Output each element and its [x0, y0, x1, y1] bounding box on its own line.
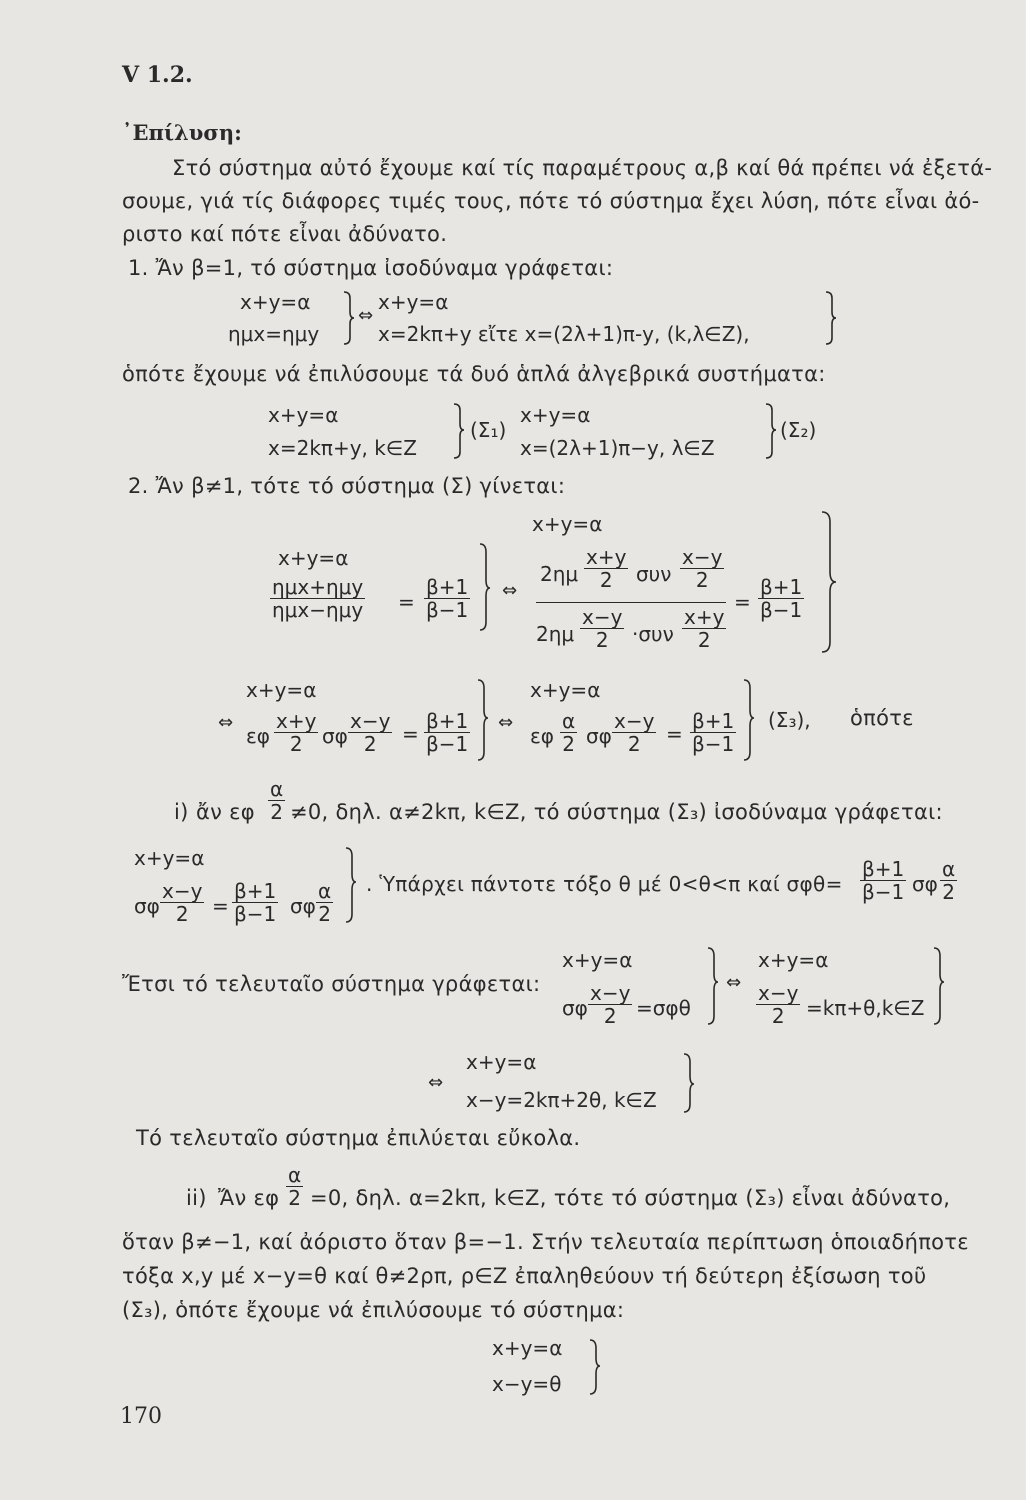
case-ii-text-post: =0, δηλ. α=2kπ, k∈Z, τότε τό σύστημα (Σ₃) εἶναι ἀδύνατο, [310, 1186, 951, 1210]
right-brace [480, 544, 490, 630]
equals-sign: = [402, 722, 419, 746]
right-brace [478, 680, 488, 760]
right-brace [454, 404, 464, 458]
numerator: α [318, 879, 332, 903]
case2-intro: 2. Ἄν β≠1, τότε τό σύστημα (Σ) γίνεται: [128, 474, 566, 498]
half-diff [160, 880, 204, 925]
numerator: α [942, 857, 956, 881]
beta-fraction [232, 880, 278, 925]
case-i-label: i) [174, 800, 189, 824]
denominator: 2 [318, 902, 331, 926]
half-diff [680, 546, 724, 591]
right-brace [344, 292, 354, 344]
right-brace [590, 1340, 600, 1394]
half-sum [584, 546, 628, 591]
case-ii-text-pre: Ἄν εφ [218, 1186, 280, 1210]
denominator: 2 [270, 800, 283, 824]
numerator: x−y [582, 605, 623, 629]
right-brace [708, 948, 718, 1024]
denominator: β−1 [862, 880, 905, 904]
case-ii-sys-eq2: x−y=θ [492, 1372, 562, 1396]
half-diff [756, 982, 800, 1027]
half-alpha [940, 858, 957, 903]
denominator: 2 [175, 902, 189, 926]
numerator: x+y [684, 605, 725, 629]
opote-word: ὁπότε [850, 706, 914, 730]
sys2-label: (Σ₂) [780, 418, 817, 442]
denominator: 2 [562, 732, 575, 756]
final-eq1: x+y=α [466, 1050, 537, 1074]
beta-fraction [424, 710, 470, 755]
row2-arrow: ⇔ [218, 712, 234, 733]
case2-left-fraction [270, 576, 365, 621]
big-fraction-numerator [540, 546, 740, 596]
equals-sign: = [212, 894, 229, 918]
half-alpha [316, 880, 333, 925]
numerator: x−y [614, 709, 655, 733]
beta-fraction [758, 576, 804, 621]
denominator: 2 [289, 732, 303, 756]
beta-fraction [860, 858, 906, 903]
sf-label: σφ [134, 894, 160, 918]
numerator: x−y [758, 981, 799, 1005]
page-number: 170 [120, 1404, 162, 1429]
numerator: β+1 [862, 857, 905, 881]
case-i-text-post: ≠0, δηλ. α≠2kπ, k∈Z, τό σύστημα (Σ₃) ἰσοδύναμα γράφεται: [290, 800, 943, 824]
term: συν [636, 562, 672, 586]
numerator: x−y [162, 879, 203, 903]
numerator: α [288, 1163, 302, 1187]
etsi-arrow: ⇔ [726, 972, 742, 993]
denominator: 2 [627, 732, 641, 756]
intro-line-3: ριστο καί πότε εἶναι ἀδύνατο. [122, 222, 448, 246]
denominator: 2 [942, 880, 955, 904]
case1-right-eq1: x+y=α [378, 290, 449, 314]
ef-label: εφ [246, 724, 271, 748]
final-arrow: ⇔ [428, 1072, 444, 1093]
term: ·συν [632, 622, 674, 646]
denominator: 2 [595, 628, 609, 652]
case-ii-sys-eq1: x+y=α [492, 1336, 563, 1360]
denominator: 2 [288, 1186, 301, 1210]
case2-left-eq1: x+y=α [278, 546, 349, 570]
denominator: 2 [603, 1004, 617, 1028]
denominator: 2 [771, 1004, 785, 1028]
closing-text: Τό τελευταῖο σύστημα ἐπιλύεται εὔκολα. [136, 1126, 581, 1150]
row2-arrow-2: ⇔ [498, 712, 514, 733]
sf-label: σφ [912, 872, 938, 896]
denominator: 2 [697, 628, 711, 652]
numerator: x+y [276, 709, 317, 733]
denominator: 2 [695, 568, 709, 592]
case-i-exists: . Ὑπάρχει πάντοτε τόξο θ μέ 0<θ<π καί σφθ= [366, 872, 843, 896]
case1-left-eq1: x+y=α [240, 290, 311, 314]
intro-line-2: σουμε, γιά τίς διάφορες τιμές τους, πότε τό σύστημα ἔχει λύση, πότε εἶναι ἀό- [122, 189, 980, 213]
numerator: β+1 [234, 879, 277, 903]
equals-sign: = [398, 590, 415, 614]
sys1-eq2: x=2kπ+y, k∈Z [268, 436, 417, 460]
case2-right-eq1: x+y=α [532, 512, 603, 536]
ef-label: εφ [530, 724, 555, 748]
denominator: β−1 [760, 598, 803, 622]
term: 2ημ [536, 622, 575, 646]
kp-theta: =kπ+θ,k∈Z [806, 996, 925, 1020]
intro-line-1: Στό σύστημα αὐτό ἔχουμε καί τίς παραμέτρους α,β καί θά πρέπει νά ἐξετά- [172, 156, 993, 180]
sf-label: σφ [562, 996, 588, 1020]
numerator: α [562, 709, 576, 733]
numerator: α [270, 777, 284, 801]
case-ii-label: ii) [186, 1186, 207, 1210]
right-brace [684, 1054, 694, 1112]
right-brace [744, 680, 754, 760]
half-diff [588, 982, 632, 1027]
half-diff [612, 710, 656, 755]
row2-right-eq1: x+y=α [530, 678, 601, 702]
half-alpha [560, 710, 577, 755]
sys2-eq1: x+y=α [520, 403, 591, 427]
numerator: β+1 [426, 709, 469, 733]
etsi-eq1: x+y=α [562, 948, 633, 972]
sys1-label: (Σ₁) [470, 418, 507, 442]
equals-sign: = [734, 590, 751, 614]
big-fraction-bar [536, 602, 726, 603]
numerator: x−y [590, 981, 631, 1005]
term: 2ημ [540, 562, 579, 586]
case2-equiv-arrow: ⇔ [502, 580, 518, 601]
numerator: x+y [586, 545, 627, 569]
case1-left-eq2: ημx=ημy [228, 322, 320, 346]
sigma3-label: (Σ₃), [768, 708, 811, 732]
right-brace [934, 948, 944, 1024]
case1-after: ὁπότε ἔχουμε νά ἐπιλύσουμε τά δυό ἁπλά ἀλγεβρικά συστήματα: [122, 362, 826, 386]
sf-label: σφ [586, 724, 612, 748]
right-brace [826, 292, 836, 344]
sys1-eq1: x+y=α [268, 403, 339, 427]
sf-label: σφ [322, 724, 348, 748]
equals-sign: = [666, 722, 683, 746]
case-i-sys-eq1: x+y=α [134, 846, 205, 870]
case-ii-line-2: τόξα x,y μέ x−y=θ καί θ≠2ρπ, ρ∈Z ἐπαληθεύουν τή δεύτερη ἐξίσωση τοῦ [122, 1264, 927, 1288]
row2-left-eq1: x+y=α [246, 678, 317, 702]
half-sum [682, 606, 726, 651]
case-ii-line-1: ὅταν β≠−1, καί ἀόριστο ὅταν β=−1. Στήν τελευταία περίπτωση ὁποιαδήποτε [122, 1230, 969, 1254]
case-i-text-pre: ἄν εφ [196, 800, 255, 824]
section-number: V 1.2. [122, 62, 193, 88]
solution-heading: ᾿Επίλυση: [122, 120, 242, 145]
denominator: β−1 [234, 902, 277, 926]
sys2-eq2: x=(2λ+1)π−y, λ∈Z [520, 436, 715, 460]
case-ii-line-3: (Σ₃), ὁπότε ἔχουμε νά ἐπιλύσουμε τό σύστημα: [122, 1298, 625, 1322]
sf-theta: =σφθ [636, 996, 691, 1020]
half-alpha [286, 1164, 303, 1209]
half-diff [580, 606, 624, 651]
numerator: x−y [682, 545, 723, 569]
right-brace [822, 512, 836, 652]
denominator: β−1 [426, 598, 469, 622]
denominator: 2 [599, 568, 613, 592]
final-eq2: x−y=2kπ+2θ, k∈Z [466, 1088, 657, 1112]
numerator: β+1 [760, 575, 803, 599]
numerator: ημx+ημy [272, 575, 364, 599]
big-fraction-denominator [536, 606, 736, 656]
numerator: β+1 [692, 709, 735, 733]
etsi-text: Ἔτσι τό τελευταῖο σύστημα γράφεται: [122, 972, 541, 996]
denominator: 2 [363, 732, 377, 756]
half-sum [274, 710, 318, 755]
case1-intro: 1. Ἄν β=1, τό σύστημα ἰσοδύναμα γράφεται: [128, 256, 614, 280]
case1-equiv-arrow: ⇔ [358, 305, 374, 326]
etsi-right-eq1: x+y=α [758, 948, 829, 972]
denominator: ημx−ημy [272, 598, 364, 622]
beta-fraction [424, 576, 470, 621]
numerator: β+1 [426, 575, 469, 599]
sf-label: σφ [290, 894, 316, 918]
numerator: x−y [350, 709, 391, 733]
denominator: β−1 [692, 732, 735, 756]
denominator: β−1 [426, 732, 469, 756]
right-brace [766, 404, 776, 458]
case1-right-eq2: x=2kπ+y εἴτε x=(2λ+1)π-y, (k,λ∈Z), [378, 322, 750, 346]
half-diff [348, 710, 392, 755]
half-alpha [268, 778, 285, 823]
right-brace [346, 848, 356, 922]
beta-fraction [690, 710, 736, 755]
